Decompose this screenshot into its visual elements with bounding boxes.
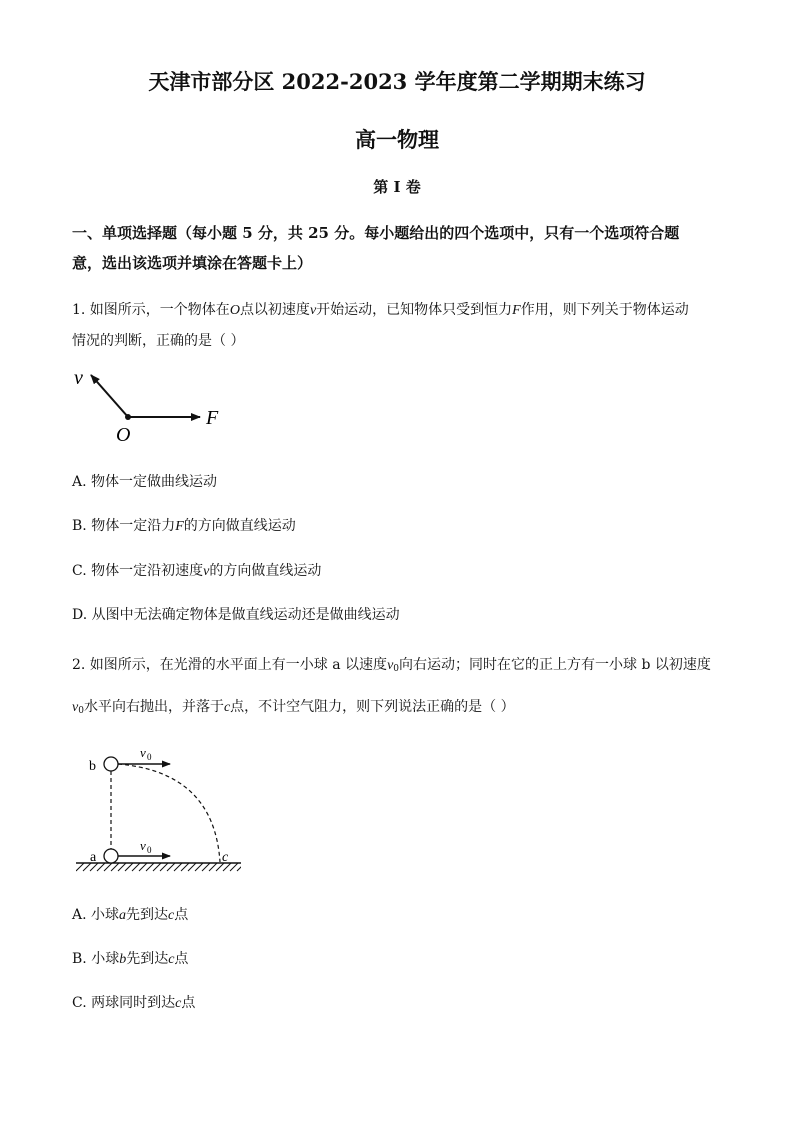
q2-option-a: A. 小球a先到达c点 [72,907,189,923]
label-o: O [116,424,131,446]
trajectory-curve [118,764,220,862]
label-f: F [206,407,219,429]
page-title: 天津市部分区 2022-2023 学年度第二学期期末练习 [148,69,646,94]
q1-option-a: A. 物体一定做曲线运动 [72,474,218,490]
ground-hatching [76,863,245,871]
question-2-line2: $v_0$水平向右抛出，并落于c点，不计空气阻力，则下列说法正确的是（ ） [72,699,515,716]
q1-option-c: C. 物体一定沿初速度v的方向做直线运动 [72,563,322,579]
label-v0-a-sub: 0 [147,845,152,855]
q2-option-b: B. 小球b先到达c点 [72,951,189,967]
question-1-line2: 情况的判断，正确的是（ ） [72,333,245,349]
subject-title: 高一物理 [355,127,439,152]
section-heading-line1: 一、单项选择题（每小题 5 分，共 25 分。每小题给出的四个选项中，只有一个选项符合题 [72,224,680,242]
q1-option-b: B. 物体一定沿力F的方向做直线运动 [72,518,296,534]
label-a: a [90,850,97,865]
label-v0-a: v [140,838,146,853]
label-c: c [222,850,229,865]
projectile-diagram [72,738,248,874]
question-1-line1: 1. 如图所示，一个物体在O点以初速度v开始运动，已知物体只受到恒力F作用，则下列关于物体运动 [72,302,689,318]
label-v0-b: v [140,745,146,760]
force-velocity-diagram [66,362,236,446]
ball-b [104,757,118,771]
volume-label: 第 I 卷 [373,178,421,196]
q2-option-c: C. 两球同时到达c点 [72,995,196,1011]
section-heading-line2: 意，选出该选项并填涂在答题卡上） [72,254,313,272]
origin-point [125,414,131,420]
velocity-arrow [91,375,128,417]
ball-a [104,849,118,863]
label-v: v [74,367,83,389]
question-2-line1: 2. 如图所示，在光滑的水平面上有一小球 a 以速度$v_0$向右运动；同时在它的正上方有一小球 b 以初速度 [72,657,711,674]
label-b: b [89,759,96,774]
q1-option-d: D. 从图中无法确定物体是做直线运动还是做曲线运动 [72,607,400,623]
label-v0-b-sub: 0 [147,752,152,762]
